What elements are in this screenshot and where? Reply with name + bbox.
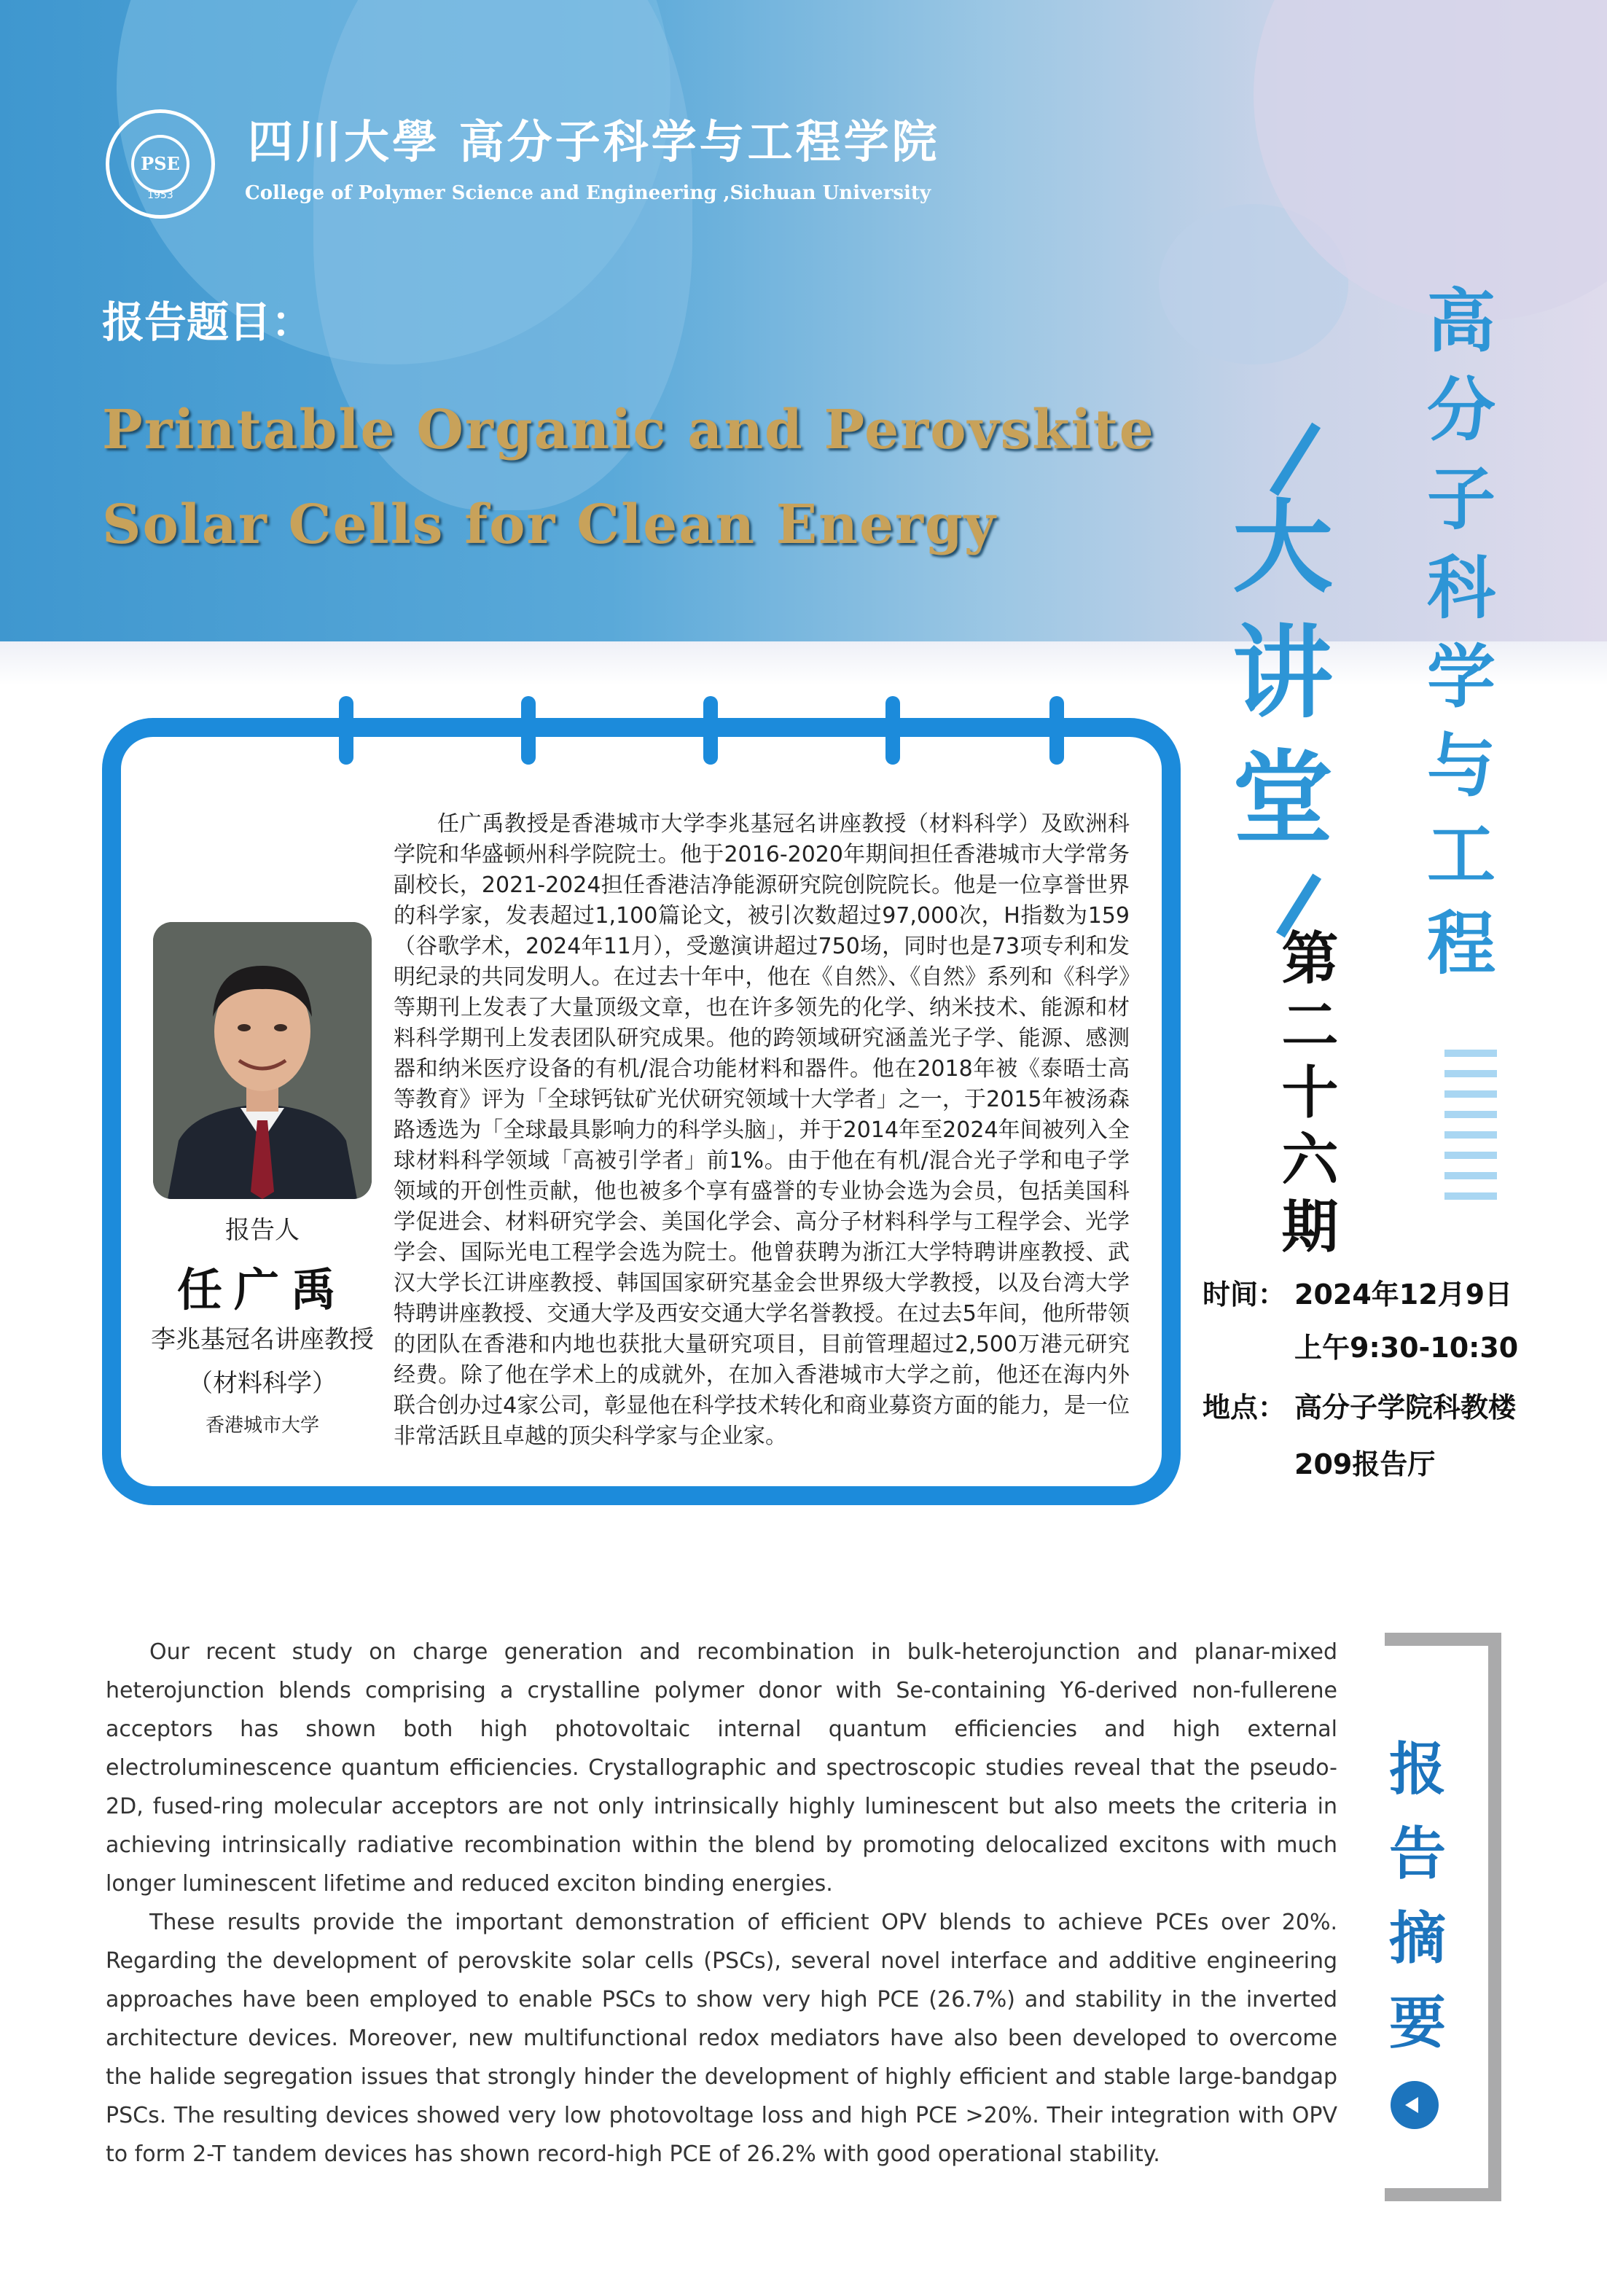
calendar-ring-icon bbox=[339, 696, 353, 765]
calendar-ring-icon bbox=[703, 696, 718, 765]
college-name-cn: 四川大學 高分子科学与工程学院 bbox=[248, 115, 940, 168]
series-title-vertical: 高分子科学与工程 bbox=[1426, 281, 1495, 984]
time-label: 时间： bbox=[1203, 1278, 1286, 1311]
deco-line bbox=[1444, 1070, 1497, 1077]
speaker-photo bbox=[153, 922, 372, 1199]
deco-line bbox=[1444, 1152, 1497, 1159]
place-label: 地点： bbox=[1203, 1391, 1286, 1424]
abstract-text bbox=[106, 1633, 1337, 2174]
event-room: 209报告厅 bbox=[1294, 1448, 1436, 1480]
abstract-paragraph: These results provide the important demonstration of efficient OPV blends to achieve PCEs over 20%. Regarding the development of perovskite solar cells (PSCs), several novel interface and additive engineering approaches have been employed to enable PSCs to show very high PCE (26.7%) and stability in the inverted architecture devices. Moreover, new multifunctional redox mediators have also been developed to overcome the halide segregation issues that strongly hinder the development of highly efficient and stable large-bandgap PSCs. The resulting devices showed very low photovoltage loss and high PCE >20%. Their integration with OPV to form 2-T tandem devices has shown record-high PCE of 26.2% with good operational stability. bbox=[106, 1910, 1337, 2167]
calendar-ring-icon bbox=[1049, 696, 1064, 765]
issue-number: 第二十六期 bbox=[1281, 926, 1339, 1260]
college-name-en: College of Polymer Science and Engineering ,Sichuan University bbox=[245, 182, 931, 204]
speaker-bio: 任广禹教授是香港城市大学李兆基冠名讲座教授（材料科学）及欧洲科学院和华盛顿州科学院院士。他于2016-2020年期间担任香港城市大学常务副校长，2021-2024担任香港洁净能源研究院创院院长。他是一位享誉世界的科学家，发表超过1,100篇论文，被引次数超过97,000次，H指数为159（谷歌学术，2024年11月），受邀演讲超过750场，同时也是73项专利和发明纪录的共同发明人。在过去十年中，他在《自然》、《自然》系列和《科学》等期刊上发表了大量顶级文章，也在许多领先的化学、纳米技术、能源和材料科学期刊上发表团队研究成果。他的跨领域研究涵盖光子学、能源、感测器和纳米医疗设备的有机/混合功能材料和器件。他在2018年被《泰晤士高等教育》评为「全球钙钛矿光伏研究领域十大学者」之一，于2015年被汤森路透选为「全球最具影响力的科学头脑」，并于2014年至2024年间被列入全球材料科学领域「高被引学者」前1%。由于他在有机/混合光子学和电子学领域的开创性贡献，他也被多个享有盛誉的专业协会选为会员，包括美国科学促进会、材料研究学会、美国化学会、高分子材料科学与工程学会、光学学会、国际光电工程学会选为院士。他曾获聘为浙江大学特聘讲座教授、武汉大学长江讲座教授、韩国国家研究基金会世界级大学教授，以及台湾大学特聘讲座教授、交通大学及西安交通大学名誉教授。在过去5年间，他所带领的团队在香港和内地也获批大量研究项目，目前管理超过2,500万港元研究经费。除了他在学术上的成就外，在加入香港城市大学之前，他还在海内外联合创办过4家公司，彰显他在科学技术转化和商业募资方面的能力，是一位非常活跃且卓越的顶尖科学家与企业家。 bbox=[394, 811, 1130, 1449]
logo-year: 1953 bbox=[147, 190, 173, 201]
logo-monogram: PSE bbox=[131, 135, 189, 193]
deco-line bbox=[1444, 1172, 1497, 1179]
topic-label: 报告题目： bbox=[102, 297, 314, 347]
speaker-portrait-icon bbox=[153, 922, 372, 1199]
lecture-hall-title: 大讲堂 bbox=[1232, 488, 1333, 857]
abstract-paragraph: Our recent study on charge generation and recombination in bulk-heterojunction and planar-mixed heterojunction blends comprising a crystalline polymer donor with Se-containing Y6-derived non-fullerene acceptors has shown both high photovoltaic internal quantum efficiencies and high external electroluminescence quantum efficiencies. Crystallographic and spectroscopic studies reveal that the pseudo-2D, fused-ring molecular acceptors are not only intrinsically highly luminescent but also meets the criteria in achieving intrinsically radiative recombination within the blend by promoting delocalized excitons with much longer luminescent lifetime and reduced exciton binding energies. bbox=[106, 1639, 1337, 1897]
deco-line bbox=[1444, 1111, 1497, 1118]
speaker-title-line: （材料科学） bbox=[188, 1369, 337, 1398]
speaker-name: 任广禹 bbox=[176, 1263, 348, 1316]
calendar-ring-icon bbox=[885, 696, 900, 765]
speaker-affiliation: 香港城市大学 bbox=[205, 1415, 319, 1437]
calendar-ring-icon bbox=[521, 696, 536, 765]
event-time: 上午9:30-10:30 bbox=[1294, 1332, 1519, 1364]
event-date: 2024年12月9日 bbox=[1294, 1278, 1513, 1311]
deco-line bbox=[1444, 1131, 1497, 1139]
event-place: 高分子学院科教楼 bbox=[1294, 1391, 1517, 1424]
play-left-icon bbox=[1391, 2081, 1439, 2129]
abstract-label: 报告摘要 bbox=[1388, 1737, 1446, 2056]
speaker-title bbox=[138, 1318, 386, 1405]
topic-title: Printable Organic and Perovskite Solar Cells for Clean Energy bbox=[102, 399, 1155, 556]
deco-line bbox=[1444, 1050, 1497, 1057]
header-fade bbox=[0, 641, 1607, 685]
speaker-title-line: 李兆基冠名讲座教授 bbox=[151, 1325, 374, 1354]
deco-line bbox=[1444, 1192, 1497, 1200]
deco-line bbox=[1444, 1090, 1497, 1098]
speaker-label: 报告人 bbox=[225, 1216, 300, 1245]
